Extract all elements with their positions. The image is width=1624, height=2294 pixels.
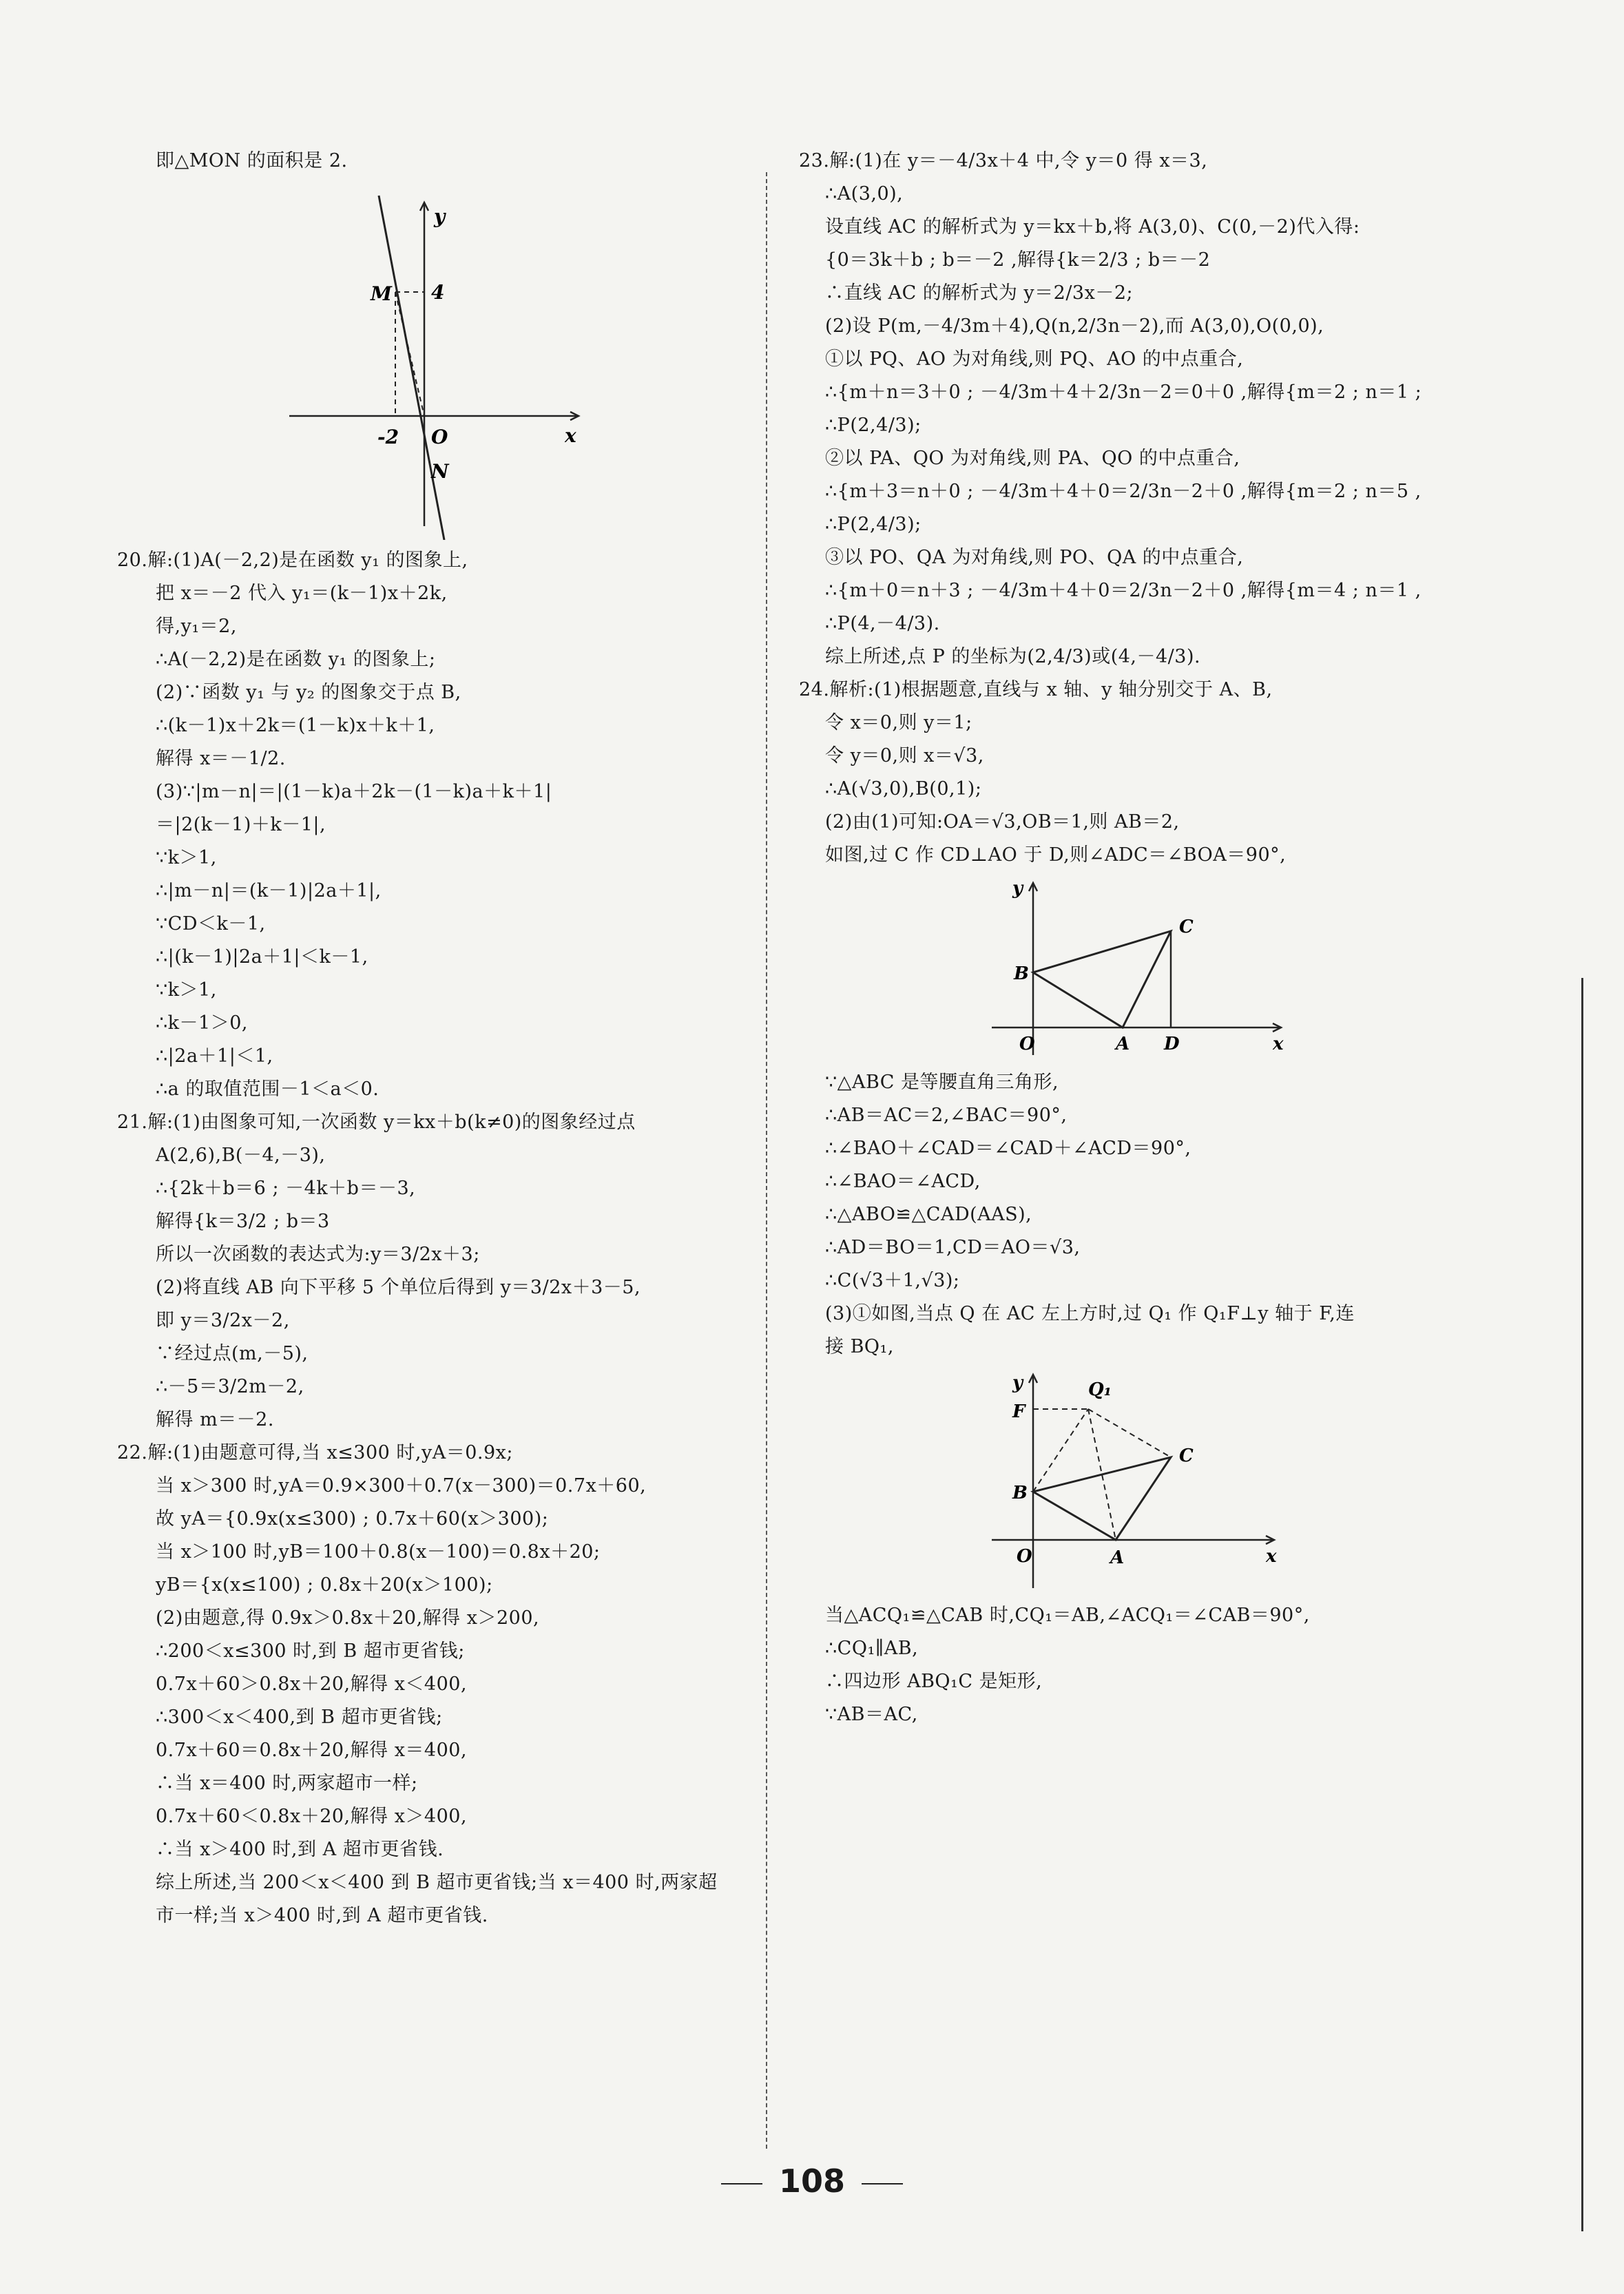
figure-abq1c [985, 1368, 1288, 1595]
text-line: ∴{m＋0＝n＋3 ; －4/3m＋4＋0＝2/3n－2＋0 ,解得{m＝4 ; n＝1 , [825, 580, 1422, 601]
text-line: 所以一次函数的表达式为:y＝3/2x＋3; [156, 1244, 480, 1265]
text-line: 设直线 AC 的解析式为 y＝kx＋b,将 A(3,0)、C(0,－2)代入得: [825, 216, 1360, 238]
text-line: ∴{2k＋b＝6 ; －4k＋b＝－3, [156, 1178, 416, 1199]
text-line: 解得 x＝－1/2. [156, 748, 286, 769]
fig2-label-b: B [1014, 963, 1029, 984]
text-line: ∴A(3,0), [825, 183, 904, 205]
text-line: 把 x＝－2 代入 y₁＝(k－1)x＋2k, [156, 583, 448, 604]
text-line: ∴P(2,4/3); [825, 415, 922, 436]
text-line: ∴|2a＋1|＜1, [156, 1045, 273, 1067]
page-number-value: 108 [778, 2162, 846, 2200]
page-number [0, 2162, 1624, 2200]
text-line: 22.解:(1)由题意可得,当 x≤300 时,yA＝0.9x; [117, 1442, 514, 1463]
text-line: (2)设 P(m,－4/3m＋4),Q(n,2/3n－2),而 A(3,0),O(0,0), [825, 315, 1324, 337]
text-line: (2)由题意,得 0.9x＞0.8x＋20,解得 x＞200, [156, 1607, 540, 1629]
text-line: 解得{k＝3/2 ; b＝3 [156, 1211, 330, 1232]
figure-abc [985, 876, 1288, 1062]
right-column [799, 145, 1508, 1731]
text-line: ∴k－1＞0, [156, 1012, 248, 1034]
text-line: 市一样;当 x＞400 时,到 A 超市更省钱. [156, 1905, 488, 1926]
text-line: ∴|(k－1)|2a＋1|＜k－1, [156, 946, 368, 968]
text-line: ②以 PA、QO 为对角线,则 PA、QO 的中点重合, [825, 448, 1240, 469]
text-line: ∵△ABC 是等腰直角三角形, [825, 1072, 1059, 1093]
text-line: ∴300＜x＜400,到 B 超市更省钱; [156, 1707, 443, 1728]
text-line: ∴当 x＝400 时,两家超市一样; [156, 1773, 418, 1794]
text-line: 当 x＞100 时,yB＝100＋0.8(x－100)＝0.8x＋20; [156, 1541, 601, 1563]
text-line: (3)①如图,当点 Q 在 AC 左上方时,过 Q₁ 作 Q₁F⊥y 轴于 F,连 [825, 1303, 1355, 1324]
page-number-dash-right [862, 2183, 903, 2184]
text-line: 0.7x＋60＝0.8x＋20,解得 x＝400, [156, 1740, 468, 1761]
fig2-label-o: O [1019, 1034, 1035, 1054]
fig1-label-x: x [565, 424, 576, 447]
fig1-label-4: 4 [431, 281, 445, 304]
text-line: 解得 m＝－2. [156, 1409, 274, 1430]
text-line: (2)将直线 AB 向下平移 5 个单位后得到 y＝3/2x＋3－5, [156, 1277, 641, 1298]
text-line: 23.解:(1)在 y＝－4/3x＋4 中,令 y＝0 得 x＝3, [799, 150, 1208, 171]
text-line: ∴200＜x≤300 时,到 B 超市更省钱; [156, 1640, 465, 1662]
text-line: A(2,6),B(－4,－3), [156, 1145, 326, 1166]
text-line: ③以 PO、QA 为对角线,则 PO、QA 的中点重合, [825, 547, 1244, 568]
page-number-dash-left [721, 2183, 762, 2184]
text-line: 21.解:(1)由图象可知,一次函数 y＝kx＋b(k≠0)的图象经过点 [117, 1112, 636, 1133]
text-line: ∴|m－n|＝(k－1)|2a＋1|, [156, 880, 382, 901]
text-line: (2)由(1)可知:OA＝√3,OB＝1,则 AB＝2, [825, 811, 1180, 833]
fig3-label-x: x [1266, 1546, 1277, 1567]
text-line: ∴a 的取值范围－1＜a＜0. [156, 1078, 379, 1100]
intro-line: 即△MON 的面积是 2. [156, 150, 348, 171]
text-line: 0.7x＋60＜0.8x＋20,解得 x＞400, [156, 1806, 468, 1827]
text-line: ∴当 x＞400 时,到 A 超市更省钱. [156, 1839, 444, 1860]
text-line: (2)∵函数 y₁ 与 y₂ 的图象交于点 B, [156, 682, 461, 703]
text-line: ∴C(√3＋1,√3); [825, 1270, 960, 1291]
left-solution-block [117, 544, 751, 1932]
fig1-label-o: O [431, 426, 448, 448]
text-line: ＝|2(k－1)＋k－1|, [156, 814, 326, 835]
text-line: ∵k＞1, [156, 847, 217, 868]
fig3-label-o: O [1017, 1546, 1032, 1567]
text-line: 即 y＝3/2x－2, [156, 1310, 290, 1331]
fig2-label-y: y [1012, 878, 1023, 899]
text-line: 接 BQ₁, [825, 1336, 894, 1357]
page-edge-line [1581, 978, 1583, 2231]
fig2-label-a: A [1116, 1034, 1130, 1054]
text-line: 令 x＝0,则 y＝1; [825, 712, 972, 733]
text-line: ∴(k－1)x＋2k＝(1－k)x＋k＋1, [156, 715, 435, 736]
text-line: ∴A(－2,2)是在函数 y₁ 的图象上; [156, 649, 436, 670]
right-solution-block-a [799, 145, 1508, 872]
fig3-label-b: B [1012, 1483, 1028, 1503]
left-column [117, 145, 751, 1932]
fig3-label-y: y [1012, 1373, 1023, 1393]
fig2-label-x: x [1273, 1034, 1284, 1054]
text-line: 得,y₁＝2, [156, 616, 237, 637]
text-line: (3)∵|m－n|＝|(1－k)a＋2k－(1－k)a＋k＋1| [156, 781, 552, 802]
text-line: yB＝{x(x≤100) ; 0.8x＋20(x＞100); [156, 1574, 493, 1596]
text-line: ①以 PQ、AO 为对角线,则 PQ、AO 的中点重合, [825, 348, 1244, 370]
text-line: 综上所述,点 P 的坐标为(2,4/3)或(4,－4/3). [825, 646, 1201, 667]
text-line: 20.解:(1)A(－2,2)是在函数 y₁ 的图象上, [117, 550, 468, 571]
text-line: 令 y＝0,则 x＝√3, [825, 745, 984, 767]
fig1-label-y: y [434, 205, 446, 228]
fig3-label-a: A [1110, 1547, 1125, 1568]
text-line: ∴{m＋n＝3＋0 ; －4/3m＋4＋2/3n－2＝0＋0 ,解得{m＝2 ; n＝1 ; [825, 382, 1422, 403]
text-line: ∴P(2,4/3); [825, 514, 922, 535]
text-line: ∴P(4,－4/3). [825, 613, 940, 634]
text-line: ∴－5＝3/2m－2, [156, 1376, 304, 1397]
text-line: {0＝3k＋b ; b＝－2 ,解得{k＝2/3 ; b＝－2 [825, 249, 1211, 271]
figure-mon [275, 182, 592, 540]
right-solution-block-c [799, 1599, 1508, 1731]
text-line: 当△ACQ₁≌△CAB 时,CQ₁＝AB,∠ACQ₁＝∠CAB＝90°, [825, 1605, 1310, 1626]
text-line: ∵k＞1, [156, 979, 217, 1001]
text-line: ∴直线 AC 的解析式为 y＝2/3x－2; [825, 282, 1134, 304]
text-line: 综上所述,当 200＜x＜400 到 B 超市更省钱;当 x＝400 时,两家超 [156, 1872, 718, 1893]
fig1-label-n: N [431, 460, 449, 483]
text-line: ∴AD＝BO＝1,CD＝AO＝√3, [825, 1237, 1081, 1258]
fig3-label-f: F [1012, 1401, 1026, 1422]
fig1-label-neg2: -2 [377, 426, 399, 448]
fig1-label-m: M [371, 282, 392, 305]
text-line: ∴CQ₁∥AB, [825, 1638, 919, 1659]
text-line: ∴四边形 ABQ₁C 是矩形, [825, 1671, 1043, 1692]
text-line: ∵AB＝AC, [825, 1704, 918, 1725]
text-line: ∴{m＋3＝n＋0 ; －4/3m＋4＋0＝2/3n－2＋0 ,解得{m＝2 ; n＝5 , [825, 481, 1422, 502]
column-divider [766, 172, 767, 2149]
fig3-label-q1: Q₁ [1088, 1379, 1112, 1400]
text-line: ∴△ABO≌△CAD(AAS), [825, 1204, 1032, 1225]
text-line: 如图,过 C 作 CD⊥AO 于 D,则∠ADC＝∠BOA＝90°, [825, 844, 1287, 866]
text-line: ∴AB＝AC＝2,∠BAC＝90°, [825, 1105, 1068, 1126]
text-line: ∴∠BAO＋∠CAD＝∠CAD＋∠ACD＝90°, [825, 1138, 1191, 1159]
text-line: 当 x＞300 时,yA＝0.9×300＋0.7(x－300)＝0.7x＋60, [156, 1475, 647, 1497]
fig3-label-c: C [1179, 1446, 1194, 1466]
text-line: ∴A(√3,0),B(0,1); [825, 778, 982, 800]
text-line: 0.7x＋60＞0.8x＋20,解得 x＜400, [156, 1673, 468, 1695]
right-solution-block-b [799, 1066, 1508, 1364]
text-line: ∵CD＜k－1, [156, 913, 266, 935]
text-line: ∴∠BAO＝∠ACD, [825, 1171, 981, 1192]
text-line: 24.解析:(1)根据题意,直线与 x 轴、y 轴分别交于 A、B, [799, 679, 1273, 700]
fig2-label-d: D [1164, 1034, 1180, 1054]
fig2-label-c: C [1179, 917, 1194, 937]
text-line: 故 yA＝{0.9x(x≤300) ; 0.7x＋60(x＞300); [156, 1508, 549, 1530]
text-line: ∵经过点(m,－5), [156, 1343, 309, 1364]
